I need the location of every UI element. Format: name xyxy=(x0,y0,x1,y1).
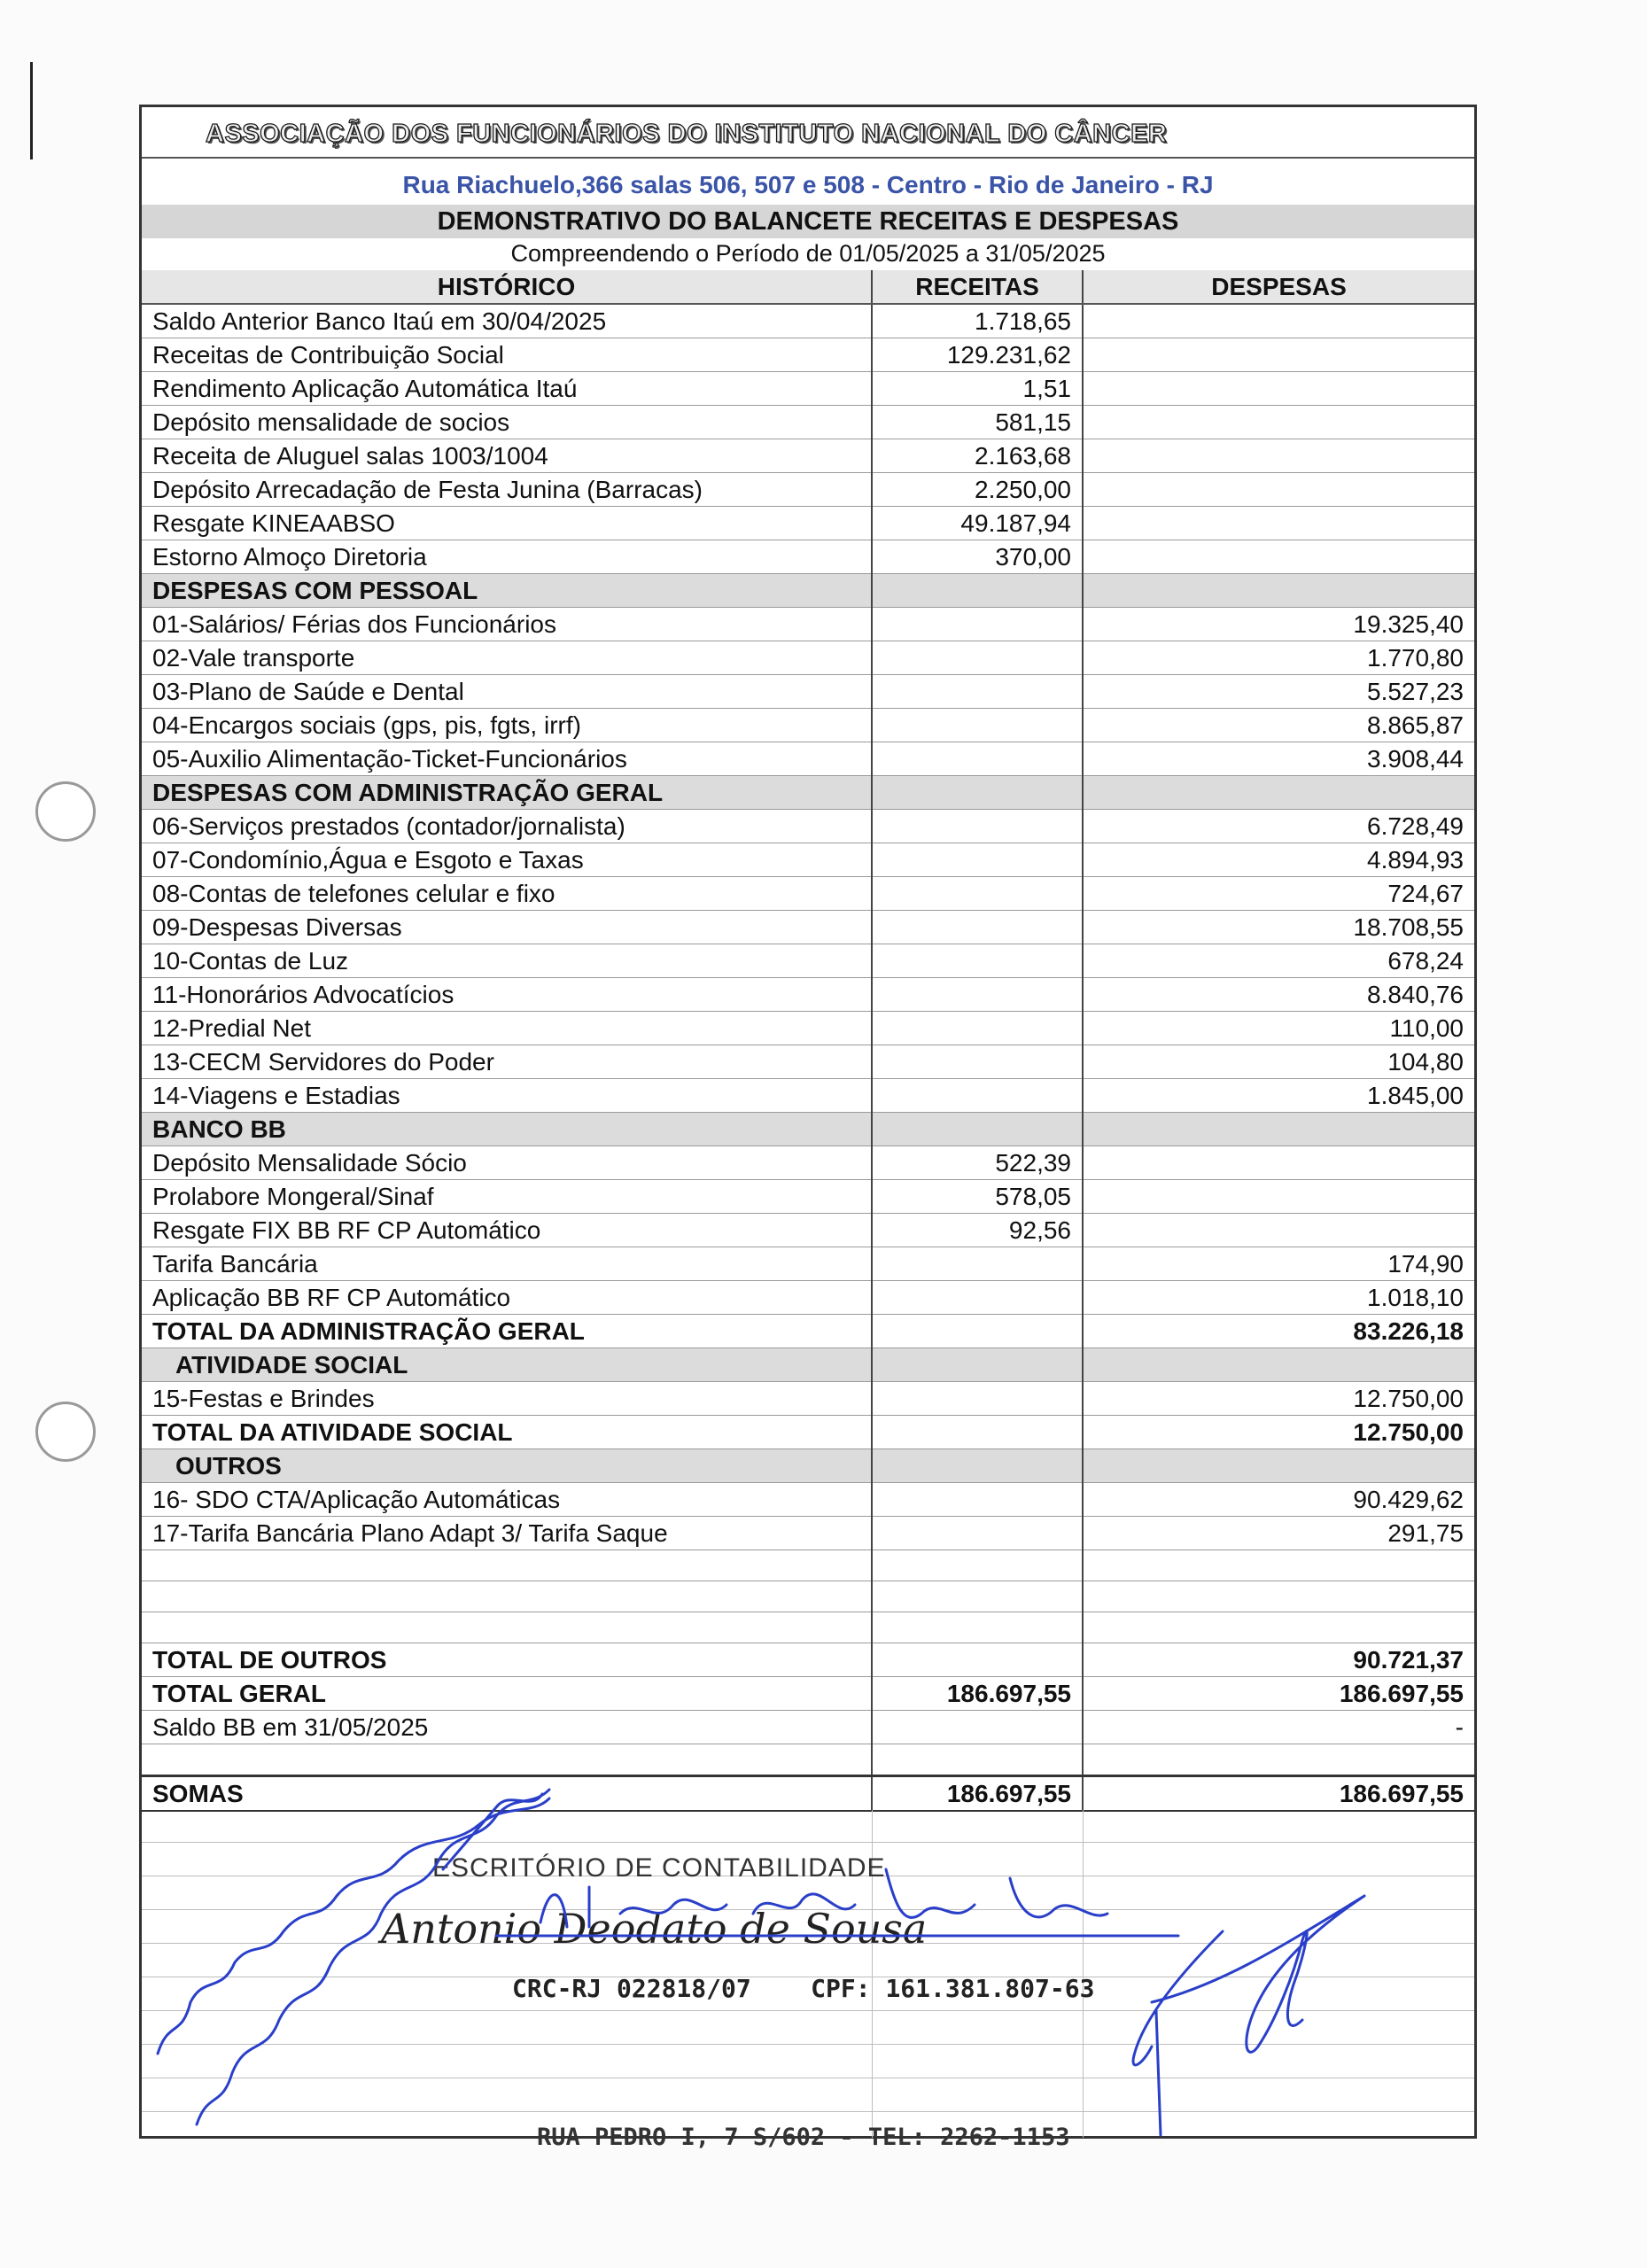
receita-cell: 92,56 xyxy=(872,1214,1083,1247)
historico-cell: 13-CECM Servidores do Poder xyxy=(142,1045,872,1079)
despesa-cell: 291,75 xyxy=(1083,1517,1474,1550)
handwritten-signature-1 xyxy=(158,1794,549,2054)
historico-cell: Receita de Aluguel salas 1003/1004 xyxy=(142,439,872,473)
historico-cell: 07-Condomínio,Água e Esgoto e Taxas xyxy=(142,843,872,877)
despesa-cell: 110,00 xyxy=(1083,1012,1474,1045)
historico-cell: 05-Auxilio Alimentação-Ticket-Funcionários xyxy=(142,742,872,776)
despesa-cell: 18.708,55 xyxy=(1083,911,1474,944)
historico-cell: TOTAL DE OUTROS xyxy=(142,1643,872,1677)
historico-cell: Depósito mensalidade de socios xyxy=(142,406,872,439)
accountant-signature xyxy=(496,1869,1178,1936)
despesa-cell: - xyxy=(1083,1711,1474,1744)
historico-cell: Prolabore Mongeral/Sinaf xyxy=(142,1180,872,1214)
historico-cell: ATIVIDADE SOCIAL xyxy=(142,1348,872,1382)
historico-cell: Aplicação BB RF CP Automático xyxy=(142,1281,872,1315)
historico-cell: 08-Contas de telefones celular e fixo xyxy=(142,877,872,911)
despesa-cell: 104,80 xyxy=(1083,1045,1474,1079)
historico-cell: SOMAS xyxy=(142,1776,872,1812)
receita-cell: 129.231,62 xyxy=(872,338,1083,372)
despesa-cell: 186.697,55 xyxy=(1083,1776,1474,1812)
organization-name: ASSOCIAÇÃO DOS FUNCIONÁRIOS DO INSTITUTO NACIONAL DO CÂNCER xyxy=(206,120,1168,148)
despesa-cell: 1.018,10 xyxy=(1083,1281,1474,1315)
despesa-cell: 186.697,55 xyxy=(1083,1677,1474,1711)
historico-cell: 04-Encargos sociais (gps, pis, fgts, irrf) xyxy=(142,709,872,742)
historico-cell: TOTAL DA ATIVIDADE SOCIAL xyxy=(142,1416,872,1449)
despesa-cell: 6.728,49 xyxy=(1083,810,1474,843)
stamp-crc: CRC-RJ 022818/07 xyxy=(512,1974,751,2003)
col-receitas: RECEITAS xyxy=(872,270,1083,304)
despesa-cell: 90.429,62 xyxy=(1083,1483,1474,1517)
despesa-cell: 8.865,87 xyxy=(1083,709,1474,742)
receita-cell: 49.187,94 xyxy=(872,507,1083,540)
historico-cell: Receitas de Contribuição Social xyxy=(142,338,872,372)
report-period: Compreendendo o Período de 01/05/2025 a 31/05/2025 xyxy=(510,240,1106,267)
historico-cell: DESPESAS COM PESSOAL xyxy=(142,574,872,608)
receita-cell: 370,00 xyxy=(872,540,1083,574)
historico-cell: 14-Viagens e Estadias xyxy=(142,1079,872,1113)
address-line: Rua Riachuelo,366 salas 506, 507 e 508 - Centro - Rio de Janeiro - RJ xyxy=(402,171,1214,198)
historico-cell: Saldo Anterior Banco Itaú em 30/04/2025 xyxy=(142,304,872,338)
despesa-cell: 12.750,00 xyxy=(1083,1382,1474,1416)
despesa-cell: 678,24 xyxy=(1083,944,1474,978)
historico-cell: Resgate FIX BB RF CP Automático xyxy=(142,1214,872,1247)
historico-cell: Estorno Almoço Diretoria xyxy=(142,540,872,574)
despesa-cell: 174,90 xyxy=(1083,1247,1474,1281)
historico-cell: 17-Tarifa Bancária Plano Adapt 3/ Tarifa Saque xyxy=(142,1517,872,1550)
receita-cell: 1,51 xyxy=(872,372,1083,406)
despesa-cell: 724,67 xyxy=(1083,877,1474,911)
historico-cell: TOTAL GERAL xyxy=(142,1677,872,1711)
despesa-cell: 90.721,37 xyxy=(1083,1643,1474,1677)
report-title: DEMONSTRATIVO DO BALANCETE RECEITAS E DESPESAS xyxy=(142,205,1474,238)
second-signature xyxy=(1133,1896,1364,2135)
handwritten-signature-2 xyxy=(197,1790,549,2124)
stamp-address: RUA PEDRO I, 7 S/602 - TEL: 2262-1153 xyxy=(537,2124,1070,2151)
historico-cell: Resgate KINEAABSO xyxy=(142,507,872,540)
historico-cell: DESPESAS COM ADMINISTRAÇÃO GERAL xyxy=(142,776,872,810)
historico-cell: Tarifa Bancária xyxy=(142,1247,872,1281)
receita-cell: 2.250,00 xyxy=(872,473,1083,507)
historico-cell: 01-Salários/ Férias dos Funcionários xyxy=(142,608,872,641)
receita-cell: 2.163,68 xyxy=(872,439,1083,473)
historico-cell: Rendimento Aplicação Automática Itaú xyxy=(142,372,872,406)
receita-cell: 578,05 xyxy=(872,1180,1083,1214)
despesa-cell: 4.894,93 xyxy=(1083,843,1474,877)
despesa-cell: 1.770,80 xyxy=(1083,641,1474,675)
historico-cell: 09-Despesas Diversas xyxy=(142,911,872,944)
historico-cell: 11-Honorários Advocatícios xyxy=(142,978,872,1012)
despesa-cell: 19.325,40 xyxy=(1083,608,1474,641)
historico-cell: 02-Vale transporte xyxy=(142,641,872,675)
receita-cell: 1.718,65 xyxy=(872,304,1083,338)
stamp-office: ESCRITÓRIO DE CONTABILIDADE xyxy=(432,1853,886,1883)
historico-cell: Depósito Mensalidade Sócio xyxy=(142,1146,872,1180)
col-despesas: DESPESAS xyxy=(1083,270,1474,304)
despesa-cell: 5.527,23 xyxy=(1083,675,1474,709)
stamp-accountant-name: Antonio Deodato de Sousa xyxy=(381,1905,928,1953)
despesa-cell: 8.840,76 xyxy=(1083,978,1474,1012)
despesa-cell: 3.908,44 xyxy=(1083,742,1474,776)
historico-cell: 15-Festas e Brindes xyxy=(142,1382,872,1416)
historico-cell: 03-Plano de Saúde e Dental xyxy=(142,675,872,709)
stamp-cpf: CPF: 161.381.807-63 xyxy=(811,1974,1095,2003)
historico-cell: TOTAL DA ADMINISTRAÇÃO GERAL xyxy=(142,1315,872,1348)
historico-cell: 12-Predial Net xyxy=(142,1012,872,1045)
receita-cell: 581,15 xyxy=(872,406,1083,439)
historico-cell: Saldo BB em 31/05/2025 xyxy=(142,1711,872,1744)
despesa-cell: 1.845,00 xyxy=(1083,1079,1474,1113)
receita-cell: 186.697,55 xyxy=(872,1677,1083,1711)
historico-cell: 06-Serviços prestados (contador/jornalista) xyxy=(142,810,872,843)
despesa-cell: 12.750,00 xyxy=(1083,1416,1474,1449)
historico-cell: 10-Contas de Luz xyxy=(142,944,872,978)
receita-cell: 186.697,55 xyxy=(872,1776,1083,1812)
historico-cell: 16- SDO CTA/Aplicação Automáticas xyxy=(142,1483,872,1517)
historico-cell: OUTROS xyxy=(142,1449,872,1483)
col-historico: HISTÓRICO xyxy=(142,270,872,304)
historico-cell: Depósito Arrecadação de Festa Junina (Barracas) xyxy=(142,473,872,507)
despesa-cell: 83.226,18 xyxy=(1083,1315,1474,1348)
historico-cell: BANCO BB xyxy=(142,1113,872,1146)
receita-cell: 522,39 xyxy=(872,1146,1083,1180)
